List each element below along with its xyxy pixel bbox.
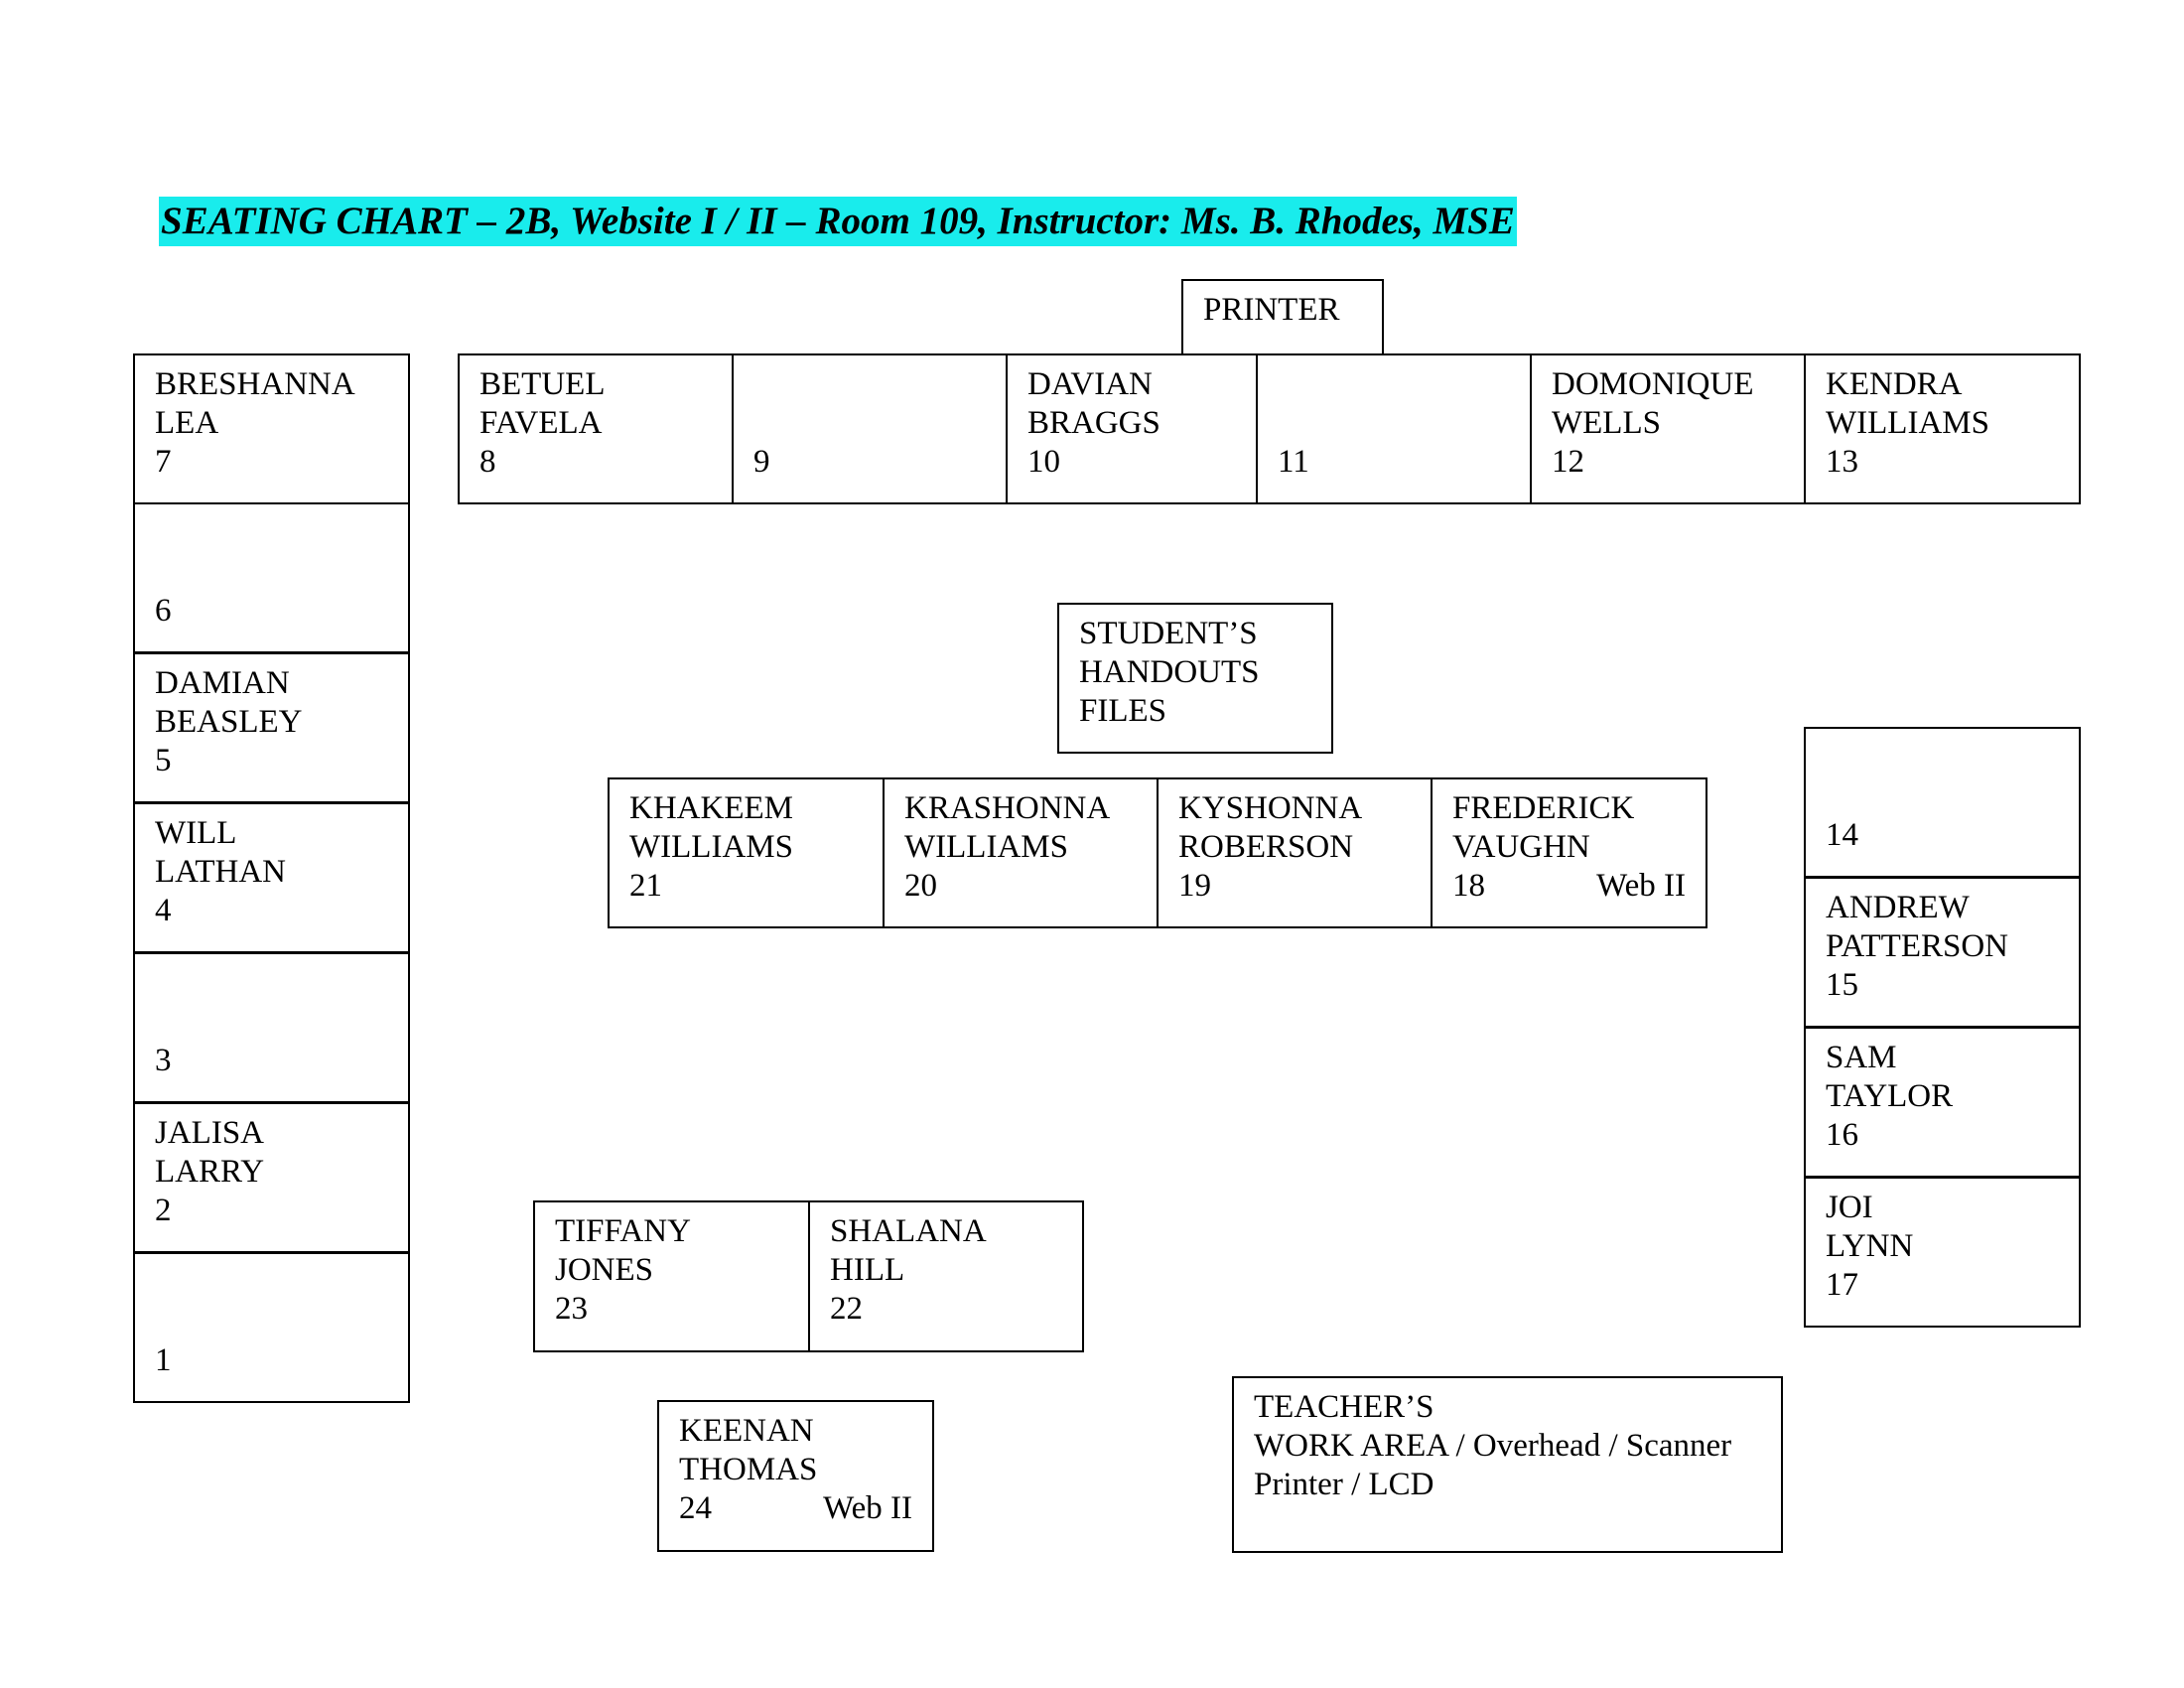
- seat-number-row: [555, 1290, 788, 1329]
- student-last-name: ROBERSON: [1178, 829, 1354, 865]
- desk-16: [1804, 1027, 2081, 1178]
- seat-number-row: [155, 1341, 388, 1380]
- seat-number: 10: [1027, 444, 1060, 480]
- teacher-work-area: [1232, 1376, 1783, 1553]
- seat-number-row: [155, 592, 388, 631]
- student-first-name: SAM: [1826, 1040, 1897, 1075]
- seat-number: 11: [1278, 444, 1309, 480]
- seat-number-row: [155, 1042, 388, 1080]
- seat-number: 15: [1826, 967, 1858, 1003]
- seat-number: 7: [155, 444, 172, 480]
- student-first-name: KEENAN: [679, 1413, 814, 1449]
- seat-number: 19: [1178, 868, 1211, 904]
- seat-number-row: [1826, 816, 2059, 855]
- student-last-name: TAYLOR: [1826, 1078, 1954, 1114]
- student-last-name: WELLS: [1552, 405, 1661, 441]
- seat-number: 9: [753, 444, 770, 480]
- student-last-name: VAUGHN: [1452, 829, 1590, 865]
- student-last-name: LARRY: [155, 1154, 265, 1190]
- student-last-name: JONES: [555, 1252, 654, 1288]
- course-note: Web II: [823, 1490, 912, 1526]
- desk-5: [133, 652, 410, 803]
- desk-20: [883, 777, 1159, 928]
- seat-number: 24: [679, 1490, 712, 1526]
- seat-number: 21: [629, 868, 662, 904]
- student-first-name: BRESHANNA: [155, 366, 355, 402]
- student-last-name: WILLIAMS: [1826, 405, 1989, 441]
- seat-number-row: [1278, 443, 1510, 482]
- seat-number-row: [1826, 1116, 2059, 1155]
- student-first-name: DAVIAN: [1027, 366, 1153, 402]
- desk-13: [1804, 353, 2081, 504]
- seat-number-row: [155, 742, 388, 780]
- student-last-name: LATHAN: [155, 854, 286, 890]
- teacher-line-1: TEACHER’S: [1254, 1389, 1434, 1425]
- seat-number: 8: [479, 444, 496, 480]
- seat-number-row: [155, 443, 388, 482]
- desk-3: [133, 952, 410, 1103]
- desk-11: [1256, 353, 1532, 504]
- student-first-name: KHAKEEM: [629, 790, 793, 826]
- seat-number: 1: [155, 1342, 172, 1378]
- seat-number: 5: [155, 743, 172, 778]
- student-first-name: DAMIAN: [155, 665, 290, 701]
- seat-number-row: [155, 892, 388, 930]
- student-first-name: KYSHONNA: [1178, 790, 1363, 826]
- seat-number: 3: [155, 1043, 172, 1078]
- desk-8: [458, 353, 734, 504]
- student-first-name: TIFFANY: [555, 1213, 691, 1249]
- seat-number: 2: [155, 1193, 172, 1228]
- seat-number: 17: [1826, 1267, 1858, 1303]
- handouts-box: [1057, 603, 1333, 754]
- seat-number-row: [753, 443, 986, 482]
- seat-number-row: [1826, 443, 2059, 482]
- seat-number-row: [1452, 867, 1686, 906]
- desk-7: [133, 353, 410, 504]
- seat-number: 6: [155, 593, 172, 629]
- desk-6: [133, 502, 410, 653]
- seat-number: 22: [830, 1291, 863, 1327]
- student-last-name: BEASLEY: [155, 704, 303, 740]
- student-first-name: BETUEL: [479, 366, 606, 402]
- student-first-name: KRASHONNA: [904, 790, 1111, 826]
- seat-number: 20: [904, 868, 937, 904]
- desk-21: [608, 777, 885, 928]
- desk-9: [732, 353, 1008, 504]
- seat-number: 23: [555, 1291, 588, 1327]
- teacher-line-2: WORK AREA / Overhead / Scanner: [1254, 1428, 1732, 1464]
- desk-1: [133, 1252, 410, 1403]
- seat-number: 4: [155, 893, 172, 928]
- seat-number-row: [155, 1192, 388, 1230]
- student-first-name: JOI: [1826, 1190, 1873, 1225]
- desk-15: [1804, 877, 2081, 1028]
- desk-2: [133, 1102, 410, 1253]
- student-first-name: FREDERICK: [1452, 790, 1635, 826]
- seat-number-row: [830, 1290, 1062, 1329]
- handouts-line-1: STUDENT’S: [1079, 616, 1258, 651]
- seat-number: 18: [1452, 868, 1485, 904]
- student-last-name: FAVELA: [479, 405, 603, 441]
- seat-number-row: [679, 1489, 912, 1528]
- seat-number-row: [1826, 1266, 2059, 1305]
- student-first-name: KENDRA: [1826, 366, 1963, 402]
- handouts-line-3: FILES: [1079, 693, 1167, 729]
- desk-10: [1006, 353, 1258, 504]
- student-first-name: JALISA: [155, 1115, 265, 1151]
- desk-22: [808, 1200, 1084, 1352]
- student-last-name: BRAGGS: [1027, 405, 1160, 441]
- seat-number: 16: [1826, 1117, 1858, 1153]
- student-last-name: LYNN: [1826, 1228, 1914, 1264]
- desk-17: [1804, 1177, 2081, 1328]
- seat-number-row: [629, 867, 863, 906]
- course-note: Web II: [1596, 868, 1686, 904]
- student-last-name: WILLIAMS: [629, 829, 793, 865]
- student-last-name: HILL: [830, 1252, 905, 1288]
- desk-23: [533, 1200, 810, 1352]
- page-title: SEATING CHART – 2B, Website I / II – Room 109, Instructor: Ms. B. Rhodes, MSE: [159, 197, 1517, 246]
- desk-19: [1157, 777, 1433, 928]
- desk-12: [1530, 353, 1806, 504]
- handouts-line-2: HANDOUTS: [1079, 654, 1260, 690]
- seat-number-row: [1027, 443, 1236, 482]
- seat-number-row: [1552, 443, 1784, 482]
- seat-number-row: [1178, 867, 1411, 906]
- student-last-name: LEA: [155, 405, 219, 441]
- printer-box: [1181, 279, 1384, 355]
- seat-number-row: [1826, 966, 2059, 1005]
- desk-4: [133, 802, 410, 953]
- student-first-name: SHALANA: [830, 1213, 987, 1249]
- seat-number: 14: [1826, 817, 1858, 853]
- desk-24: [657, 1400, 934, 1552]
- student-last-name: WILLIAMS: [904, 829, 1068, 865]
- seat-number-row: [479, 443, 712, 482]
- student-first-name: ANDREW: [1826, 890, 1970, 925]
- desk-18: [1431, 777, 1707, 928]
- student-last-name: THOMAS: [679, 1452, 818, 1487]
- printer-label: PRINTER: [1203, 292, 1340, 328]
- student-first-name: DOMONIQUE: [1552, 366, 1754, 402]
- student-first-name: WILL: [155, 815, 237, 851]
- desk-14: [1804, 727, 2081, 878]
- teacher-line-3: Printer / LCD: [1254, 1467, 1434, 1502]
- seat-number-row: [904, 867, 1137, 906]
- student-last-name: PATTERSON: [1826, 928, 2008, 964]
- seat-number: 12: [1552, 444, 1584, 480]
- seat-number: 13: [1826, 444, 1858, 480]
